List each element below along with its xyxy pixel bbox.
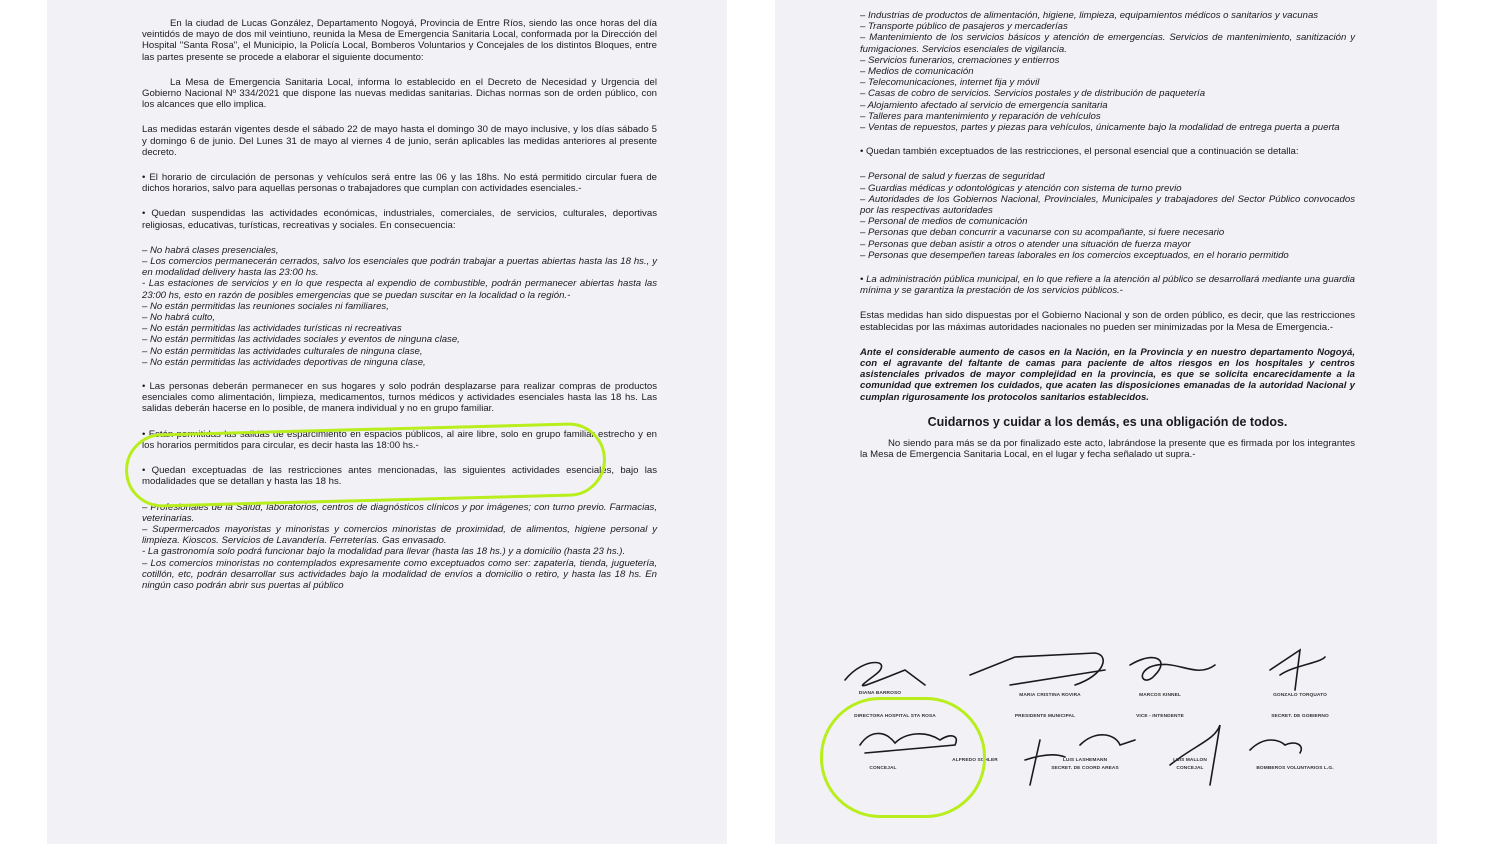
motto-heading: Cuidarnos y cuidar a los demás, es una obligación de todos. xyxy=(927,414,1288,429)
suspended-activities-list xyxy=(142,245,657,368)
signature-role: SECRET. DE GOBIERNO xyxy=(1271,714,1329,719)
essential-personnel-list xyxy=(860,171,1355,261)
signature-role: SECRET. DE COORD AREAS xyxy=(1051,766,1119,771)
list-item: – Transporte público de pasajeros y mercaderías xyxy=(860,21,1068,33)
validity-paragraph: Las medidas estarán vigentes desde el sábado 22 de mayo hasta el domingo 30 de mayo inclusive, y los días sábado 5 y domingo 6 de junio. Del Lunes 31 de mayo al viernes 4 de junio, serán aplicables las medidas anteriores al presente decreto. xyxy=(142,124,657,158)
outdoor-paragraph: • Están permitidas las salidas de esparcimiento en espacios públicos, al aire libre, solo en grupo familiar estrecho y en los horarios permitidos para circular, es decir hasta las 18:00 hs.- xyxy=(142,428,657,451)
list-item: – Personal de salud y fuerzas de seguridad xyxy=(860,171,1045,183)
exceptions-paragraph: • Quedan exceptuadas de las restricciones antes mencionadas, las siguientes actividades esenciales, bajo las modalidades que se detallan y hasta las 18 hs. xyxy=(142,465,657,488)
exceptions-list xyxy=(142,502,657,592)
list-item: – Industrias de productos de alimentación, higiene, limpieza, equipamientos médicos o sanitarios y vacunas xyxy=(860,10,1319,21)
signature-mark xyxy=(1270,650,1325,690)
intro-paragraph: En la ciudad de Lucas González, Departamento Nogoyá, Provincia de Entre Ríos, siendo las once horas del día veintidós de mayo de dos mil veintiuno, reunida la Mesa de Emergencia Sanitaria Local, conformada por la Dirección del Hospital "Santa Rosa", el Municipio, la Policía Local, Bomberos Voluntarios y Concejales de los distintos Bloques, entre las partes presente se procede a elaborar el siguiente documento: xyxy=(142,18,657,63)
signature-name: DIANA BARROSO xyxy=(858,691,902,696)
list-item: – Casas de cobro de servicios. Servicios postales y de distribución de paquetería xyxy=(860,88,1206,100)
essential-industries-list xyxy=(860,10,1355,133)
signature-mark xyxy=(1130,658,1215,680)
signature-role: PRESIDENTE MUNICIPAL xyxy=(1014,714,1076,719)
list-item: – No están permitidas las actividades culturales de ninguna clase, xyxy=(142,345,423,357)
signature-mark xyxy=(1080,735,1135,745)
signature-mark xyxy=(845,663,925,686)
document-page-left xyxy=(47,0,727,844)
list-item: – No habrá clases presenciales, xyxy=(142,244,279,256)
document-page-right xyxy=(775,0,1437,844)
list-item: - Las estaciones de servicios y en lo que respecta al expendio de combustible, podrán permanecer abiertas hasta las 23:00 hs, esto en razón de posibles emergencias que se puedan suscitar en la localidad o la región.- xyxy=(142,278,657,301)
list-item: – Autoridades de los Gobiernos Nacional, Provinciales, Municipales y trabajadores del Sector Público convocados por las respectivas autoridades xyxy=(860,193,1355,217)
list-item: – Talleres para mantenimiento y reparación de vehículos xyxy=(860,110,1101,122)
signature-mark xyxy=(1250,740,1301,753)
signature-name: LUIS MALLON xyxy=(1173,758,1207,763)
signature-name: MARIA CRISTINA ROVIRA xyxy=(1019,693,1081,698)
list-item: – Servicios funerarios, cremaciones y entierros xyxy=(860,54,1060,66)
signature-mark xyxy=(860,733,956,753)
signature-name: GONZALO TORQUATO xyxy=(1273,693,1327,698)
list-item: – No están permitidas las actividades sociales y eventos de ninguna clase, xyxy=(142,334,460,346)
signature-name: ALFREDO SCHLER xyxy=(952,758,998,763)
list-item: – Alojamiento afectado al servicio de emergencia sanitaria xyxy=(860,99,1108,111)
list-item: - La gastronomía solo podrá funcionar bajo la modalidad para llevar (hasta las 18 hs.) y a domicilio (hasta 23 hs.). xyxy=(142,546,626,558)
signature-name: MARCOS KINNEL xyxy=(1139,693,1181,698)
closing-paragraph: No siendo para más se da por finalizado este acto, labrándose la presente que es firmada por los integrantes la Mesa de Emergencia Sanitaria Local, en el lugar y fecha señalado ut supra.- xyxy=(860,438,1355,461)
list-item: – Guardias médicas y odontológicas y atención con sistema de turno previo xyxy=(860,182,1182,194)
warning-paragraph: Ante el considerable aumento de casos en la Nación, en la Provincia y en nuestro departamento Nogoyá, con el agravante del faltante de camas para paciente de altos riesgos en los hospitales y centros asistenciales privados de mayor complejidad en la provincia, es que se solicita encarecidamente a la comunidad que extremen los cuidados, que acaten las disposiciones emanadas de la autoridad Nacional y cumplan rigurosamente los protocolos sanitarios establecidos. xyxy=(860,346,1355,403)
decree-paragraph: La Mesa de Emergencia Sanitaria Local, informa lo establecido en el Decreto de Necesidad y Urgencia del Gobierno Nacional Nº 334/2021 que dispone las nuevas medidas sanitarias. Dichas normas son de orden público, con los alcances que ello implica. xyxy=(142,76,657,111)
list-item: – No están permitidas las actividades deportivas de ninguna clase, xyxy=(142,356,426,368)
signature-role: CONCEJAL xyxy=(1176,766,1204,771)
suspended-activities-paragraph: • Quedan suspendidas las actividades económicas, industriales, comerciales, de servicios, culturales, deportivas religiosas, educativas, turísticas, recreativas y sociales. En consecuencia: xyxy=(142,208,657,231)
list-item: – Personas que deban concurrir a vacunarse con su acompañante, si fuere necesario xyxy=(860,227,1225,239)
signature-role: CONCEJAL xyxy=(869,766,897,771)
list-item: – Los comercios permanecerán cerrados, salvo los esenciales que podrán trabajar a puertas abiertas hasta las 18 hs., y en modalidad delivery hasta las 23:00 hs. xyxy=(142,256,657,279)
list-item: – Mantenimiento de los servicios básicos y atención de emergencias. Servicios de mantenimiento, sanitización y fumigaciones. Servicios esenciales de vigilancia. xyxy=(860,32,1355,55)
list-item: – Medios de comunicación xyxy=(860,66,974,78)
public-order-paragraph: Estas medidas han sido dispuestas por el Gobierno Nacional y son de orden público, es decir, que las restricciones establecidas por las máximas autoridades nacionales no pueden ser minimizadas por la Mesa de Emergencia.- xyxy=(860,310,1355,333)
signature-role: DIRECTORA HOSPITAL STA ROSA xyxy=(854,714,936,719)
list-item: – Personas que desempeñen tareas laborales en los comercios exceptuados, en el horario permitido xyxy=(860,249,1289,261)
list-item: – No están permitidas las reuniones sociales ni familiares, xyxy=(142,300,389,312)
list-item: – Profesionales de la Salud, laboratorios, centros de diagnósticos clínicos y por imágenes; con turno previo. Farmacias, veterinarias. xyxy=(142,501,657,524)
list-item: – Personas que deban asistir a otros o atender una situación de fuerza mayor xyxy=(860,238,1191,250)
essential-personnel-paragraph: • Quedan también exceptuados de las restricciones, el personal esencial que a continuación se detalla: xyxy=(860,146,1299,158)
list-item: – Supermercados mayoristas y minoristas y comercios minoristas de proximidad, de alimentos, higiene personal y limpieza. Kioscos. Servicios de Lavandería. Ferreterías. Gas envasado. xyxy=(142,523,657,547)
list-item: – Ventas de repuestos, partes y piezas para vehículos, únicamente bajo la modalidad de entrega puerta a puerta xyxy=(860,122,1340,134)
stay-home-paragraph: • Las personas deberán permanecer en sus hogares y solo podrán desplazarse para realizar compras de productos esenciales como alimentación, limpieza, medicamentos, turnos médicos y actividades esenciales hasta las 18 hs. Las salidas deberán hacerse en lo posible, de manera individual y no en grupo familiar. xyxy=(142,381,657,415)
public-administration-paragraph: • La administración pública municipal, en lo que refiere a la atención al público se desarrollará mediante una guardia mínima y se garantiza la prestación de los servicios públicos.- xyxy=(860,274,1355,297)
signature-role: VICE - INTENDENTE xyxy=(1136,714,1184,719)
list-item: – No están permitidas las actividades turísticas ni recreativas xyxy=(142,323,402,335)
list-item: – Telecomunicaciones, internet fija y móvil xyxy=(860,77,1040,89)
signatures-area xyxy=(775,645,1437,844)
signature-role: BOMBEROS VOLUNTARIOS L.G. xyxy=(1256,766,1334,771)
signature-mark xyxy=(970,653,1105,685)
list-item: – No habrá culto, xyxy=(142,312,216,324)
list-item: – Los comercios minoristas no contemplados expresamente como exceptuados como ser: zapatería, tienda, juguetería, cotillón, etc, podrán desarrollar sus actividades bajo la modalidad de envíos a domicilio o retiro, y hasta las 18 hs. En ningún caso podrán abrir sus puertas al público xyxy=(142,557,657,591)
signature-name: LUIS LASHEMANN xyxy=(1062,758,1108,763)
circulation-paragraph: • El horario de circulación de personas y vehículos será entre las 06 y las 18hs. No está permitido circular fuera de dichos horarios, salvo para aquellas personas o trabajadores que cumplan con actividades esenciales.- xyxy=(142,172,657,195)
list-item: – Personal de medios de comunicación xyxy=(860,216,1028,228)
signatures-scribbles xyxy=(775,645,1437,844)
